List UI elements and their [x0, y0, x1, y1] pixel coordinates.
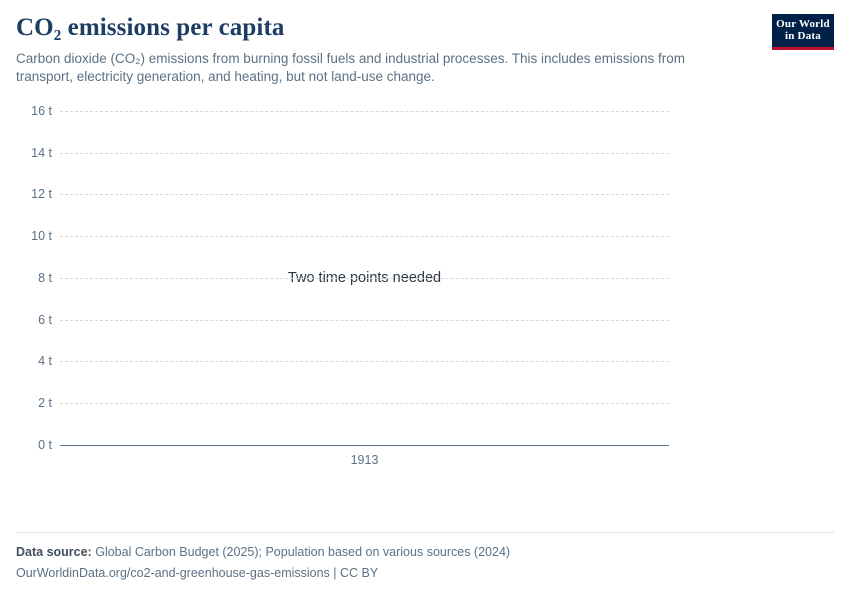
- y-axis-tick-label: 0 t: [38, 437, 52, 452]
- data-source-label: Data source:: [16, 544, 92, 559]
- chart-subtitle: Carbon dioxide (CO₂) emissions from burning fossil fuels and industrial processes. This includes emissions from transport, electricity generation, and heating, but not land-use change.: [16, 50, 686, 85]
- plot-region: [31, 103, 669, 467]
- gridline: [60, 445, 669, 446]
- y-axis-tick-label: 12 t: [31, 187, 52, 202]
- footer-link-line[interactable]: [16, 563, 834, 584]
- gridline: [60, 194, 669, 195]
- gridline: [60, 320, 669, 321]
- y-axis-tick-label: 2 t: [38, 396, 52, 410]
- gridline: [60, 361, 669, 362]
- chart-header: [16, 14, 834, 87]
- chart-area: [16, 101, 834, 533]
- y-axis-tick-label: 6 t: [38, 312, 52, 327]
- y-axis-tick-label: 16 t: [31, 103, 52, 118]
- y-axis-tick-label: 14 t: [31, 145, 52, 160]
- page-title: CO₂ emissions per capita: [16, 14, 285, 41]
- owid-url-link[interactable]: OurWorldinData.org/co2-and-greenhouse-gas-emissions | CC BY: [16, 565, 379, 580]
- data-source-text: Global Carbon Budget (2025); Population based on various sources (2024): [95, 544, 511, 559]
- gridline: [60, 111, 669, 112]
- chart-footer: [16, 532, 834, 585]
- y-axis-tick-label: 8 t: [38, 270, 52, 285]
- gridline: [60, 153, 669, 154]
- x-axis-tick-label: 1913: [350, 452, 379, 467]
- gridline: [60, 403, 669, 404]
- y-axis-tick-label: 4 t: [38, 354, 52, 369]
- logo-line-2: in Data: [785, 30, 821, 43]
- gridline: [60, 236, 669, 237]
- gridline: [60, 278, 669, 279]
- owid-logo[interactable]: [772, 14, 834, 50]
- chart-status-message: Two time points needed: [287, 269, 442, 286]
- logo-line-1: Our World: [776, 18, 830, 30]
- data-source-line: [16, 542, 834, 563]
- y-axis-tick-label: 10 t: [31, 229, 52, 243]
